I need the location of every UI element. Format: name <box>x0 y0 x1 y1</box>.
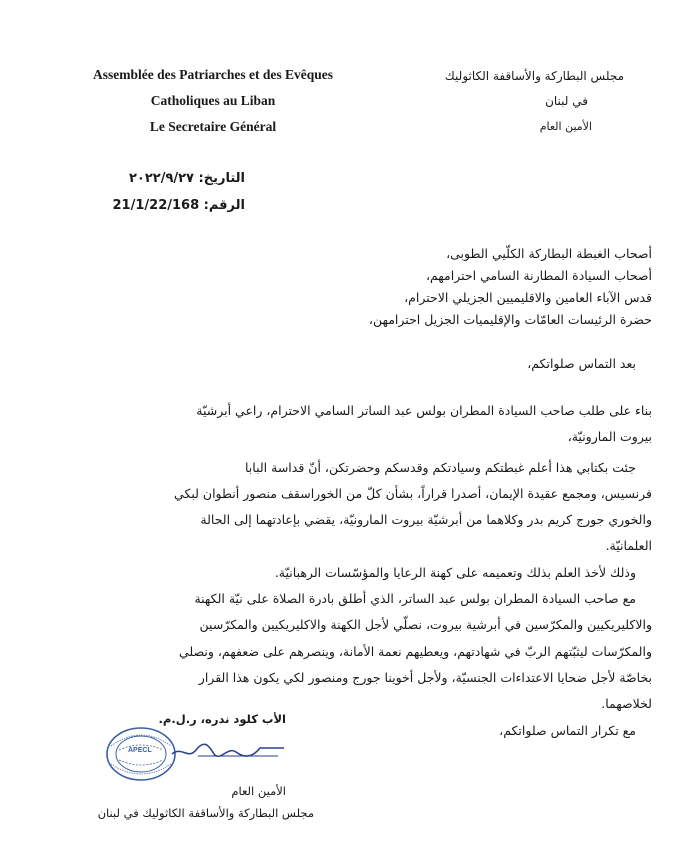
body-line: فرنسيس، ومجمع عقيدة الإيمان، أصدرا قراراً، بشأن كلّ من الخوراسقف منصور أنطوان لبكي <box>174 485 652 501</box>
signatory-name: الأب كلود ندره، ر.ل.م. <box>158 712 286 726</box>
letterhead-arabic <box>384 64 624 139</box>
letterhead-french <box>78 62 348 140</box>
letterhead-ar-line2: في لبنان <box>545 94 588 108</box>
addressee-line: أصحاب السيادة المطارنة السامي احترامهم، <box>425 268 652 283</box>
date-label: التاريخ: <box>198 171 245 186</box>
letterhead-fr-line1: Assemblée des Patriarches et des Evêques <box>92 67 334 82</box>
body-line: والاكليريكيين والمكرّسين في أبرشية بيروت، نصلّي لأجل الكهنة والاكليريكيين والمكرّسين <box>199 617 652 633</box>
body-line: لخلاصهما. <box>601 696 652 712</box>
greeting <box>56 356 652 371</box>
letterhead-ar-line1: مجلس البطاركة والأساقفة الكاثوليك <box>444 69 624 83</box>
body-line: جئت بكتابي هذا أعلم غبطتكم وسيادتكم وقدسكم وحضرتكن، أنّ قداسة البابا <box>245 459 636 475</box>
date-reference-block <box>105 165 245 219</box>
body-line: مع صاحب السيادة المطران بولس عبد الساتر، الذي أطلق بادرة الصلاة على نيّة الكهنة <box>194 591 636 607</box>
letterhead-ar-line3: الأمين العام <box>539 120 592 133</box>
body-line: مع تكرار التماس صلواتكم، <box>499 722 636 738</box>
reference-value: 21/1/22/168 <box>112 198 200 213</box>
reference-line <box>105 192 245 219</box>
council-name: مجلس البطاركة والأساقفة الكاثوليك في لبنان <box>97 806 314 820</box>
letterhead-fr-line3: Le Secretaire Général <box>149 119 277 134</box>
official-stamp <box>105 726 177 782</box>
signatory-title: الأمين العام <box>231 784 286 798</box>
body-line: بخاصّة لأجل ضحايا الاعتداءات الجنسيّة، ولأجل أخوينا جورج ومنصور لكي يكون هذا القرار <box>198 669 652 685</box>
reference-label: الرقم: <box>203 198 245 213</box>
greeting-text: بعد التماس صلواتكم، <box>527 356 636 371</box>
letter-body <box>56 398 652 744</box>
addressee-line: حضرة الرئيسات العامّات والإقليميات الجزيل احترامهن، <box>368 312 652 327</box>
handwritten-signature <box>168 736 288 766</box>
body-line: بناء على طلب صاحب السيادة المطران بولس عبد الساتر السامي الاحترام، راعي أبرشيّة <box>196 403 652 418</box>
body-line: والمكرّسات ليثبّتهم الربّ في شهادتهم، ويعطيهم نعمة الأمانة، وينصرهم على ضعفهم، ونصلي <box>179 643 652 659</box>
addressee-line: أصحاب الغبطة البطاركة الكلّيي الطوبى، <box>446 246 652 261</box>
body-line: وذلك لأخذ العلم بذلك وتعميمه على كهنة الرعايا والمؤسّسات الرهبانيّة. <box>274 564 636 580</box>
body-line: والخوري جورج كريم بدر وكلاهما من أبرشيّة بيروت المارونيّة، يقضي بإعادتهما إلى الحالة <box>200 512 652 528</box>
letterhead-fr-line2: Catholiques au Liban <box>150 93 276 108</box>
addressee-line: قدس الآباء العامين والاقليميين الجزيلي الاحترام، <box>404 290 652 305</box>
date-line <box>105 165 245 192</box>
date-value: ٢٠٢٢/٩/٢٧ <box>128 171 194 186</box>
stamp-label: APECL <box>128 747 152 754</box>
body-line: بيروت المارونيّة، <box>567 429 652 445</box>
addressees <box>56 243 652 331</box>
body-line: العلمانيّة. <box>605 538 652 554</box>
